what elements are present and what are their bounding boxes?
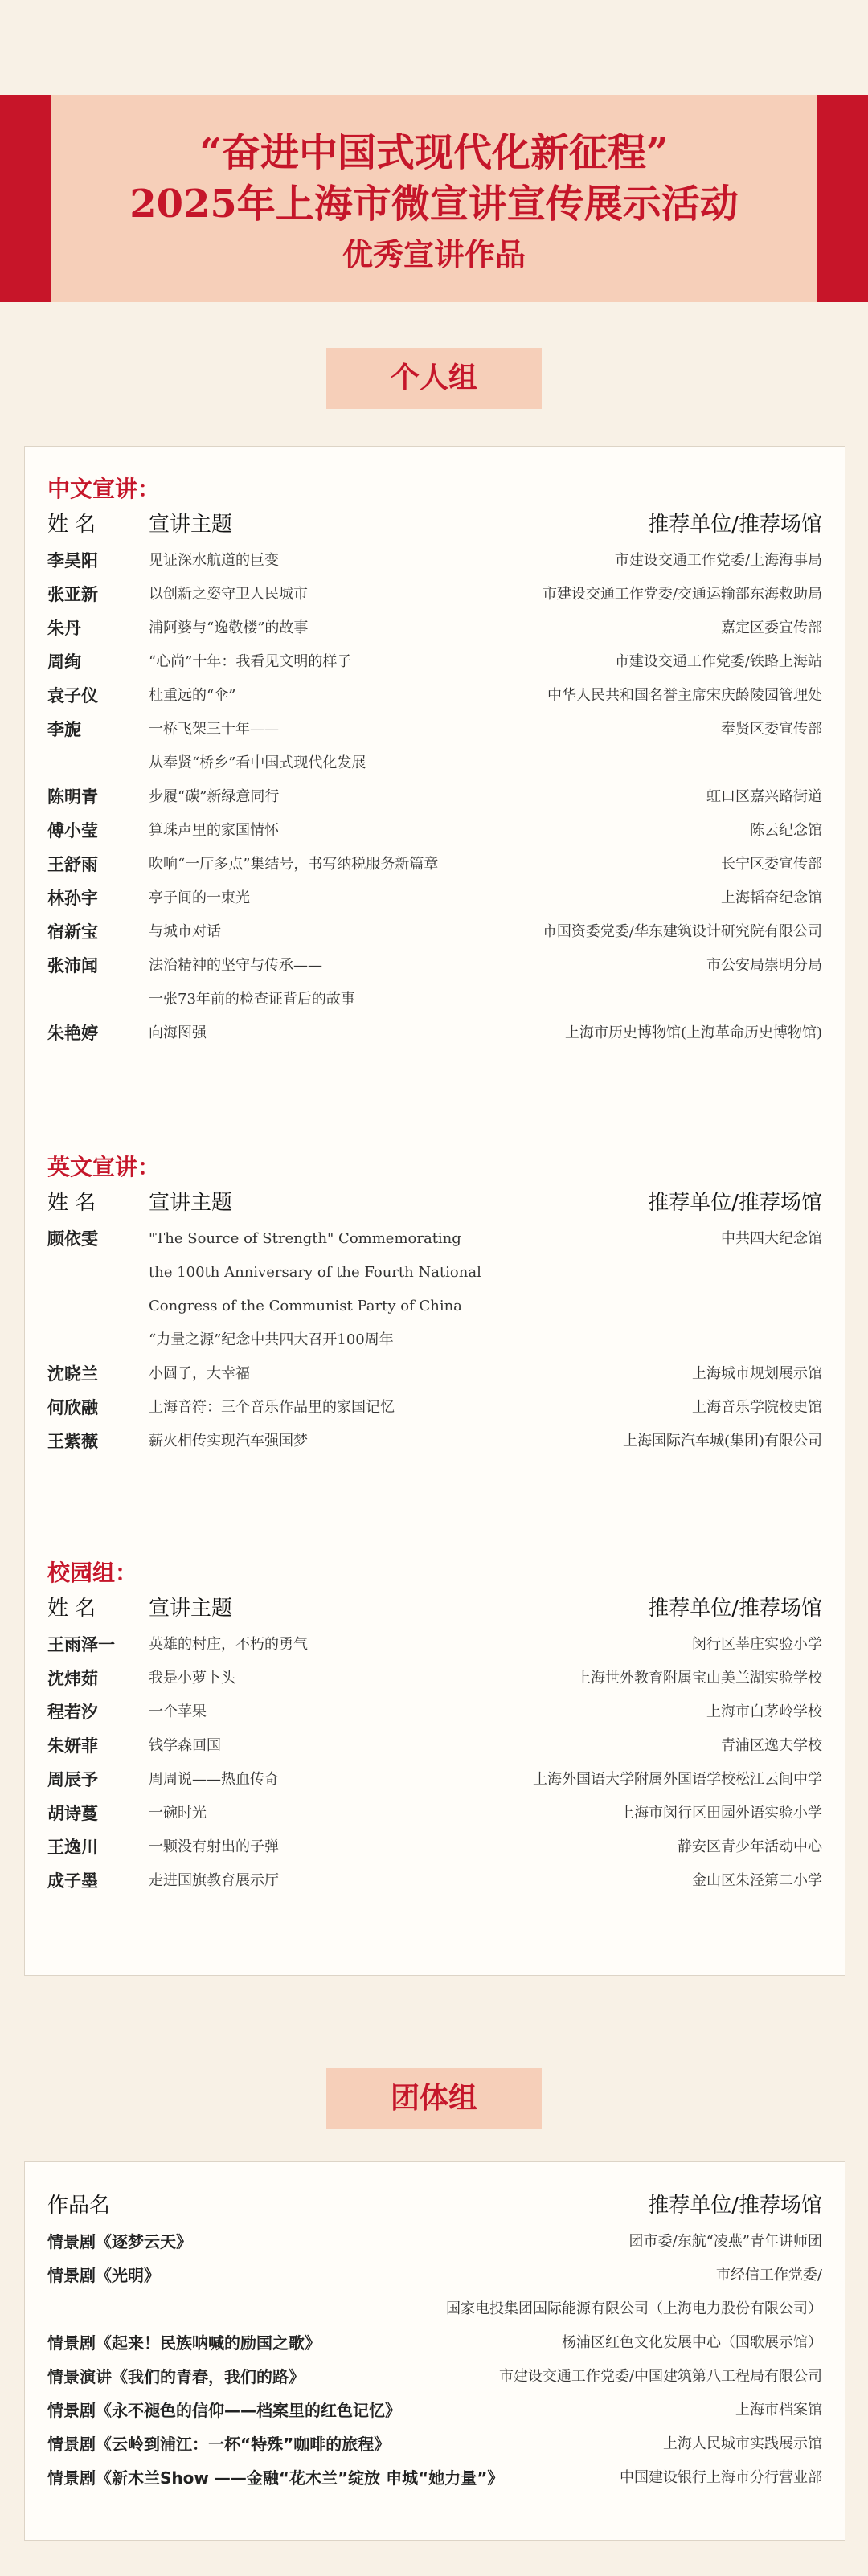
table-row <box>47 1290 822 1323</box>
recommending-unit: 上海市档案馆 <box>735 2402 822 2419</box>
table-row <box>47 1695 822 1729</box>
table-row <box>47 949 822 983</box>
campus-section-title: 校园组： <box>47 1560 138 1586</box>
banner-left-bar <box>0 95 51 302</box>
table-row <box>47 1763 822 1797</box>
table-row <box>47 881 822 915</box>
speaker-name: 傅小莹 <box>47 821 98 840</box>
speech-topic: 一桥飞架三十年—— <box>149 721 279 738</box>
campus-rows <box>47 1628 822 1898</box>
speaker-name: 王雨泽一 <box>47 1635 115 1654</box>
speech-topic: 周周说——热血传奇 <box>149 1771 279 1788</box>
individual-group-label: 个人组 <box>326 348 542 409</box>
table-row <box>47 1628 822 1662</box>
recommending-unit: 市建设交通工作党委/铁路上海站 <box>614 653 822 670</box>
table-row <box>47 1830 822 1864</box>
speech-topic: 一个苹果 <box>149 1703 207 1720</box>
chinese-rows <box>47 544 822 1050</box>
table-row <box>47 1391 822 1425</box>
speech-topic: 一碗时光 <box>149 1805 207 1822</box>
team-group-label: 团体组 <box>326 2068 542 2129</box>
speaker-name: 成子墨 <box>47 1871 98 1891</box>
table-row <box>47 1797 822 1830</box>
table-row <box>47 746 822 780</box>
header-work-name: 作品名 <box>47 2194 111 2218</box>
header-name: 姓 名 <box>47 1191 96 1215</box>
table-row <box>47 983 822 1016</box>
table-row <box>47 544 822 578</box>
recommending-unit: 上海国际汽车城(集团)有限公司 <box>622 1433 822 1450</box>
speaker-name: 张沛闻 <box>47 956 98 975</box>
header-name: 姓 名 <box>47 513 96 537</box>
recommending-unit: 青浦区逸夫学校 <box>721 1737 822 1754</box>
table-row <box>47 1864 822 1898</box>
speech-topic: 亭子间的一束光 <box>149 889 250 906</box>
work-name: 情景剧《永不褪色的信仰——档案里的红色记忆》 <box>47 2401 401 2420</box>
speech-topic: Congress of the Communist Party of China <box>149 1298 462 1315</box>
table-row <box>47 1662 822 1695</box>
recommending-unit: 上海市历史博物馆(上海革命历史博物馆) <box>564 1024 822 1041</box>
english-rows <box>47 1222 822 1458</box>
work-name: 情景剧《新木兰Show ——金融“花木兰”绽放 申城“她力量”》 <box>47 2468 504 2488</box>
speaker-name: 程若汐 <box>47 1703 98 1722</box>
speaker-name: 沈炜茹 <box>47 1669 98 1688</box>
team-table-header <box>47 2186 822 2225</box>
title-banner <box>0 95 868 302</box>
speaker-name: 王舒雨 <box>47 855 98 874</box>
speech-topic: 走进国旗教育展示厅 <box>149 1872 279 1889</box>
speaker-name: 沈晓兰 <box>47 1364 98 1384</box>
speech-topic: 从奉贤“桥乡”看中国式现代化发展 <box>149 754 366 771</box>
speaker-name: 胡诗蔓 <box>47 1804 98 1823</box>
table-row <box>47 2259 822 2292</box>
speech-topic: 见证深水航道的巨变 <box>149 552 279 569</box>
table-row <box>47 2394 822 2427</box>
speaker-name: 朱艳婷 <box>47 1024 98 1043</box>
header-topic: 宣讲主题 <box>149 1597 233 1621</box>
team-card <box>24 2161 845 2541</box>
recommending-unit: 上海市闵行区田园外语实验小学 <box>620 1805 822 1822</box>
table-header <box>47 1589 822 1628</box>
speech-topic: 小圆子，大幸福 <box>149 1365 250 1382</box>
speech-topic: 步履“碳”新绿意同行 <box>149 788 280 805</box>
banner-title-line2: 2025年上海市微宣讲宣传展示活动 <box>129 182 739 227</box>
table-row <box>47 1323 822 1357</box>
table-row <box>47 578 822 611</box>
recommending-unit: 市国资委党委/华东建筑设计研究院有限公司 <box>542 923 822 940</box>
header-unit: 推荐单位/推荐场馆 <box>648 1191 822 1215</box>
speaker-name: 顾依雯 <box>47 1229 98 1249</box>
recommending-unit: 市建设交通工作党委/交通运输部东海救助局 <box>542 586 822 603</box>
banner-title-block <box>51 127 817 280</box>
speaker-name: 周绚 <box>47 652 81 672</box>
chinese-section <box>47 473 822 1050</box>
table-row <box>47 2292 822 2326</box>
recommending-unit: 上海音乐学院校史馆 <box>692 1399 822 1416</box>
work-name: 情景剧《云岭到浦江：一杯“特殊”咖啡的旅程》 <box>47 2435 391 2454</box>
speaker-name: 朱妍菲 <box>47 1736 98 1756</box>
team-section <box>47 2186 822 2495</box>
speech-topic: "The Source of Strength" Commemorating <box>149 1230 461 1247</box>
speaker-name: 王逸川 <box>47 1838 98 1857</box>
speech-topic: 一颗没有射出的子弹 <box>149 1838 279 1855</box>
speech-topic: 浦阿婆与“逸敬楼”的故事 <box>149 619 309 636</box>
speech-topic: “心尚”十年：我看见文明的样子 <box>149 653 352 670</box>
header-unit: 推荐单位/推荐场馆 <box>648 2194 822 2218</box>
table-row <box>47 848 822 881</box>
speech-topic: 算珠声里的家国情怀 <box>149 822 279 839</box>
speaker-name: 李昊阳 <box>47 551 98 570</box>
speaker-name: 李旎 <box>47 720 81 739</box>
work-name: 情景演讲《我们的青春，我们的路》 <box>47 2367 305 2386</box>
team-rows <box>47 2225 822 2495</box>
recommending-unit: 市建设交通工作党委/中国建筑第八工程局有限公司 <box>498 2368 822 2385</box>
recommending-unit: 奉贤区委宣传部 <box>721 721 822 738</box>
recommending-unit: 陈云纪念馆 <box>750 822 822 839</box>
speech-topic: 一张73年前的检查证背后的故事 <box>149 991 355 1008</box>
table-header <box>47 505 822 544</box>
speech-topic: 与城市对话 <box>149 923 221 940</box>
recommending-unit: 团市委/东航“凌燕”青年讲师团 <box>628 2233 822 2250</box>
individual-card <box>24 446 845 1976</box>
table-row <box>47 1222 822 1256</box>
english-section <box>47 1151 822 1458</box>
speaker-name: 袁子仪 <box>47 686 98 705</box>
table-row <box>47 645 822 679</box>
speech-topic: “力量之源”纪念中共四大召开100周年 <box>149 1331 394 1348</box>
table-row <box>47 2427 822 2461</box>
work-name: 情景剧《起来！民族呐喊的励国之歌》 <box>47 2333 321 2353</box>
speech-topic: 薪火相传实现汽车强国梦 <box>149 1433 308 1450</box>
speech-topic: 杜重远的“伞” <box>149 687 236 704</box>
recommending-unit: 静安区青少年活动中心 <box>678 1838 822 1855</box>
speech-topic: 以创新之姿守卫人民城市 <box>149 586 308 603</box>
speaker-name: 周辰予 <box>47 1770 98 1789</box>
table-row <box>47 2326 822 2360</box>
speech-topic: the 100th Anniversary of the Fourth National <box>149 1264 481 1281</box>
table-row <box>47 1425 822 1458</box>
table-row <box>47 2225 822 2259</box>
header-unit: 推荐单位/推荐场馆 <box>648 1597 822 1621</box>
table-row <box>47 611 822 645</box>
table-row <box>47 1256 822 1290</box>
chinese-section-title: 中文宣讲： <box>47 476 161 502</box>
recommending-unit: 上海韬奋纪念馆 <box>721 889 822 906</box>
banner-right-bar <box>817 95 868 302</box>
table-row <box>47 679 822 713</box>
table-row <box>47 1016 822 1050</box>
table-row <box>47 2461 822 2495</box>
recommending-unit: 上海外国语大学附属外国语学校松江云间中学 <box>533 1771 822 1788</box>
recommending-unit: 金山区朱泾第二小学 <box>692 1872 822 1889</box>
speaker-name: 林孙宇 <box>47 889 98 908</box>
recommending-unit: 市经信工作党委/ <box>715 2267 822 2284</box>
speech-topic: 英雄的村庄，不朽的勇气 <box>149 1636 308 1653</box>
speech-topic: 钱学森回国 <box>149 1737 221 1754</box>
recommending-unit: 中华人民共和国名誉主席宋庆龄陵园管理处 <box>547 687 822 704</box>
table-row <box>47 780 822 814</box>
english-section-title: 英文宣讲： <box>47 1154 161 1180</box>
table-row <box>47 1729 822 1763</box>
recommending-unit: 上海人民城市实践展示馆 <box>663 2435 822 2452</box>
speech-topic: 法治精神的坚守与传承—— <box>149 957 322 974</box>
header-unit: 推荐单位/推荐场馆 <box>648 513 822 537</box>
recommending-unit: 市公安局崇明分局 <box>706 957 822 974</box>
recommending-unit: 上海市白茅岭学校 <box>706 1703 822 1720</box>
speaker-name: 何欣融 <box>47 1398 98 1417</box>
speaker-name: 朱丹 <box>47 619 81 638</box>
recommending-unit: 国家电投集团国际能源有限公司（上海电力股份有限公司） <box>446 2300 822 2317</box>
speech-topic: 我是小萝卜头 <box>149 1670 235 1687</box>
speaker-name: 王紫薇 <box>47 1432 98 1451</box>
header-topic: 宣讲主题 <box>149 513 233 537</box>
header-name: 姓 名 <box>47 1597 96 1621</box>
speaker-name: 宿新宝 <box>47 922 98 942</box>
work-name: 情景剧《逐梦云天》 <box>47 2232 192 2251</box>
campus-section <box>47 1557 822 1898</box>
table-row <box>47 2360 822 2394</box>
table-row <box>47 814 822 848</box>
speech-topic: 上海音符：三个音乐作品里的家国记忆 <box>149 1399 395 1416</box>
recommending-unit: 长宁区委宣传部 <box>721 856 822 873</box>
table-row <box>47 915 822 949</box>
banner-title-line3: 优秀宣讲作品 <box>342 236 526 272</box>
table-header <box>47 1184 822 1222</box>
recommending-unit: 中国建设银行上海市分行营业部 <box>620 2469 822 2486</box>
speaker-name: 张亚新 <box>47 585 98 604</box>
recommending-unit: 闵行区莘庄实验小学 <box>692 1636 822 1653</box>
speech-topic: 向海图强 <box>149 1024 207 1041</box>
recommending-unit: 嘉定区委宣传部 <box>721 619 822 636</box>
table-row <box>47 713 822 746</box>
recommending-unit: 中共四大纪念馆 <box>721 1230 822 1247</box>
recommending-unit: 杨浦区红色文化发展中心（国歌展示馆） <box>562 2334 822 2351</box>
speech-topic: 吹响“一厅多点”集结号，书写纳税服务新篇章 <box>149 856 439 873</box>
table-row <box>47 1357 822 1391</box>
recommending-unit: 上海城市规划展示馆 <box>692 1365 822 1382</box>
recommending-unit: 上海世外教育附属宝山美兰湖实验学校 <box>576 1670 822 1687</box>
speaker-name: 陈明青 <box>47 787 98 807</box>
recommending-unit: 市建设交通工作党委/上海海事局 <box>614 552 822 569</box>
recommending-unit: 虹口区嘉兴路街道 <box>706 788 822 805</box>
header-topic: 宣讲主题 <box>149 1191 233 1215</box>
work-name: 情景剧《光明》 <box>47 2266 160 2285</box>
banner-title-line1: “奋进中国式现代化新征程” <box>199 130 669 175</box>
